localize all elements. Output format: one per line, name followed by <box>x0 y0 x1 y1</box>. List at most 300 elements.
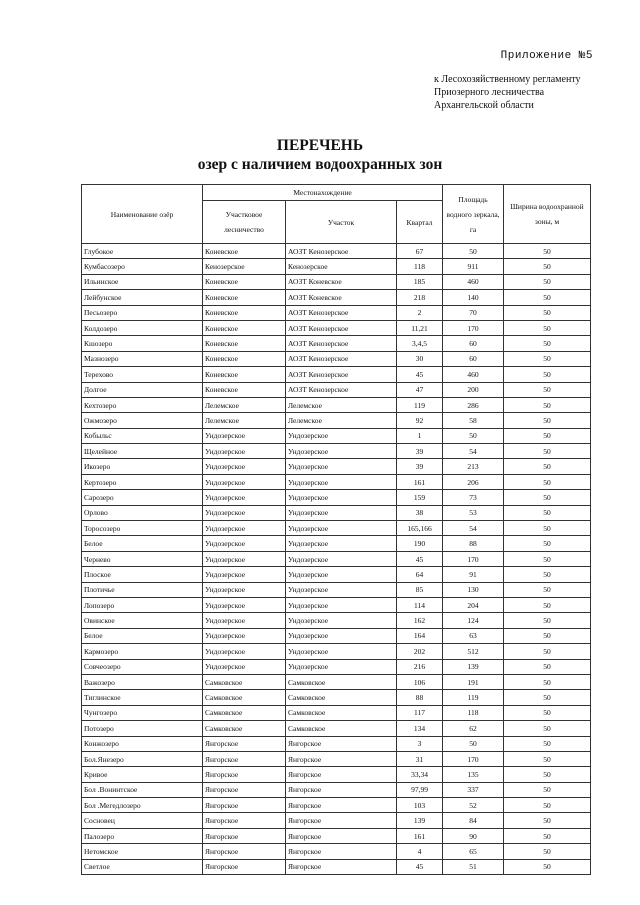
cell-lake-name: Совчеозеро <box>82 659 203 674</box>
table-row <box>82 274 591 289</box>
title-line-1: ПЕРЕЧЕНЬ <box>276 137 364 154</box>
cell-area: 337 <box>443 782 504 797</box>
cell-district: Ундозерское <box>203 490 286 505</box>
document-title <box>0 136 640 174</box>
regulation-line: Приозерного лесничества <box>434 87 545 98</box>
cell-quarter: 162 <box>397 613 443 628</box>
cell-lake-name: Торосозеро <box>82 521 203 536</box>
cell-area: 460 <box>443 274 504 289</box>
cell-area: 135 <box>443 767 504 782</box>
cell-zone-width: 50 <box>504 244 591 259</box>
cell-district: Коневское <box>203 351 286 366</box>
cell-lake-name: Чернево <box>82 551 203 566</box>
cell-district: Янгорское <box>203 751 286 766</box>
cell-plot: Янгорское <box>286 813 397 828</box>
cell-area: 50 <box>443 428 504 443</box>
cell-area: 91 <box>443 567 504 582</box>
cell-area: 206 <box>443 474 504 489</box>
cell-lake-name: Нетомское <box>82 844 203 859</box>
cell-plot: Янгорское <box>286 736 397 751</box>
cell-lake-name: Плоское <box>82 567 203 582</box>
cell-area: 50 <box>443 736 504 751</box>
table-row <box>82 751 591 766</box>
cell-quarter: 88 <box>397 690 443 705</box>
cell-zone-width: 50 <box>504 382 591 397</box>
cell-district: Ундозерское <box>203 613 286 628</box>
cell-area: 90 <box>443 828 504 843</box>
cell-plot: Янгорское <box>286 751 397 766</box>
cell-area: 70 <box>443 305 504 320</box>
cell-plot: Лелемское <box>286 397 397 412</box>
cell-quarter: 47 <box>397 382 443 397</box>
table-row <box>82 674 591 689</box>
cell-area: 54 <box>443 444 504 459</box>
cell-plot: Янгорское <box>286 859 397 874</box>
cell-plot: АОЗТ Кенозерское <box>286 336 397 351</box>
cell-plot: Ундозерское <box>286 459 397 474</box>
cell-district: Коневское <box>203 367 286 382</box>
cell-lake-name: Лейбунское <box>82 290 203 305</box>
cell-plot: АОЗТ Коневское <box>286 290 397 305</box>
cell-quarter: 164 <box>397 628 443 643</box>
cell-plot: Самковское <box>286 721 397 736</box>
cell-area: 119 <box>443 690 504 705</box>
table-row <box>82 813 591 828</box>
cell-district: Ундозерское <box>203 659 286 674</box>
cell-quarter: 161 <box>397 828 443 843</box>
cell-lake-name: Сосновец <box>82 813 203 828</box>
regulation-reference <box>434 73 581 112</box>
cell-quarter: 165,166 <box>397 521 443 536</box>
cell-area: 88 <box>443 536 504 551</box>
cell-area: 73 <box>443 490 504 505</box>
cell-zone-width: 50 <box>504 567 591 582</box>
table-row <box>82 490 591 505</box>
cell-area: 286 <box>443 397 504 412</box>
cell-lake-name: Колдозеро <box>82 320 203 335</box>
cell-area: 118 <box>443 705 504 720</box>
cell-plot: Ундозерское <box>286 582 397 597</box>
cell-zone-width: 50 <box>504 613 591 628</box>
cell-area: 213 <box>443 459 504 474</box>
cell-quarter: 45 <box>397 551 443 566</box>
cell-zone-width: 50 <box>504 582 591 597</box>
cell-plot: Янгорское <box>286 782 397 797</box>
cell-zone-width: 50 <box>504 736 591 751</box>
cell-lake-name: Потозеро <box>82 721 203 736</box>
appendix-label: Приложение №5 <box>500 50 593 62</box>
cell-lake-name: Ожмозеро <box>82 413 203 428</box>
cell-area: 51 <box>443 859 504 874</box>
cell-lake-name: Ильинское <box>82 274 203 289</box>
cell-district: Янгорское <box>203 782 286 797</box>
cell-quarter: 139 <box>397 813 443 828</box>
cell-plot: Ундозерское <box>286 521 397 536</box>
table-row <box>82 336 591 351</box>
cell-quarter: 45 <box>397 859 443 874</box>
cell-district: Коневское <box>203 290 286 305</box>
cell-district: Янгорское <box>203 767 286 782</box>
cell-district: Ундозерское <box>203 536 286 551</box>
table-row <box>82 705 591 720</box>
cell-district: Ундозерское <box>203 644 286 659</box>
cell-quarter: 119 <box>397 397 443 412</box>
cell-lake-name: Конжозеро <box>82 736 203 751</box>
header-width: Ширина водоохранной зоны, м <box>504 185 591 244</box>
cell-zone-width: 50 <box>504 428 591 443</box>
table-row <box>82 613 591 628</box>
cell-district: Ундозерское <box>203 459 286 474</box>
cell-district: Коневское <box>203 336 286 351</box>
cell-quarter: 3 <box>397 736 443 751</box>
cell-lake-name: Терехово <box>82 367 203 382</box>
cell-area: 130 <box>443 582 504 597</box>
cell-plot: Ундозерское <box>286 551 397 566</box>
cell-quarter: 2 <box>397 305 443 320</box>
cell-plot: Янгорское <box>286 828 397 843</box>
cell-quarter: 161 <box>397 474 443 489</box>
cell-plot: АОЗТ Кенозерское <box>286 305 397 320</box>
cell-plot: Ундозерское <box>286 536 397 551</box>
cell-zone-width: 50 <box>504 782 591 797</box>
cell-zone-width: 50 <box>504 521 591 536</box>
cell-zone-width: 50 <box>504 274 591 289</box>
cell-quarter: 3,4,5 <box>397 336 443 351</box>
cell-area: 63 <box>443 628 504 643</box>
cell-quarter: 4 <box>397 844 443 859</box>
cell-area: 84 <box>443 813 504 828</box>
table-row <box>82 567 591 582</box>
cell-zone-width: 50 <box>504 474 591 489</box>
cell-zone-width: 50 <box>504 690 591 705</box>
cell-quarter: 38 <box>397 505 443 520</box>
cell-zone-width: 50 <box>504 367 591 382</box>
cell-lake-name: Белое <box>82 536 203 551</box>
cell-area: 62 <box>443 721 504 736</box>
cell-quarter: 185 <box>397 274 443 289</box>
cell-zone-width: 50 <box>504 290 591 305</box>
cell-lake-name: Глубокое <box>82 244 203 259</box>
cell-area: 911 <box>443 259 504 274</box>
title-line-2: озер с наличием водоохранных зон <box>197 156 443 173</box>
header-location: Местонахождение <box>203 185 443 201</box>
cell-zone-width: 50 <box>504 628 591 643</box>
table-row <box>82 782 591 797</box>
cell-quarter: 216 <box>397 659 443 674</box>
table-row <box>82 582 591 597</box>
cell-plot: Ундозерское <box>286 428 397 443</box>
table-row <box>82 628 591 643</box>
cell-plot: Янгорское <box>286 798 397 813</box>
cell-district: Ундозерское <box>203 551 286 566</box>
table-row <box>82 521 591 536</box>
cell-plot: Янгорское <box>286 844 397 859</box>
cell-area: 65 <box>443 844 504 859</box>
cell-area: 170 <box>443 551 504 566</box>
cell-district: Лелемское <box>203 413 286 428</box>
cell-district: Ундозерское <box>203 628 286 643</box>
cell-area: 60 <box>443 351 504 366</box>
cell-plot: Самковское <box>286 690 397 705</box>
cell-plot: АОЗТ Коневское <box>286 274 397 289</box>
cell-lake-name: Кертозеро <box>82 474 203 489</box>
cell-lake-name: Бол .Вонинтское <box>82 782 203 797</box>
cell-plot: Самковское <box>286 705 397 720</box>
table-row <box>82 828 591 843</box>
cell-zone-width: 50 <box>504 551 591 566</box>
cell-zone-width: 50 <box>504 536 591 551</box>
cell-district: Янгорское <box>203 813 286 828</box>
cell-lake-name: Щелейное <box>82 444 203 459</box>
cell-district: Ундозерское <box>203 582 286 597</box>
table-row <box>82 551 591 566</box>
cell-lake-name: Кривое <box>82 767 203 782</box>
cell-quarter: 106 <box>397 674 443 689</box>
cell-zone-width: 50 <box>504 444 591 459</box>
cell-quarter: 134 <box>397 721 443 736</box>
cell-zone-width: 50 <box>504 844 591 859</box>
cell-area: 140 <box>443 290 504 305</box>
cell-lake-name: Кумбасозеро <box>82 259 203 274</box>
cell-lake-name: Овинское <box>82 613 203 628</box>
table-row <box>82 798 591 813</box>
cell-plot: Ундозерское <box>286 644 397 659</box>
header-plot: Участок <box>286 201 397 244</box>
cell-district: Ундозерское <box>203 474 286 489</box>
cell-lake-name: Песьозеро <box>82 305 203 320</box>
cell-zone-width: 50 <box>504 597 591 612</box>
cell-quarter: 30 <box>397 351 443 366</box>
cell-quarter: 11,21 <box>397 320 443 335</box>
cell-quarter: 39 <box>397 444 443 459</box>
header-quarter: Квартал <box>397 201 443 244</box>
cell-district: Коневское <box>203 244 286 259</box>
cell-area: 139 <box>443 659 504 674</box>
table-row <box>82 767 591 782</box>
cell-lake-name: Чунгозеро <box>82 705 203 720</box>
cell-plot: Ундозерское <box>286 613 397 628</box>
cell-lake-name: Тиглинское <box>82 690 203 705</box>
cell-district: Ундозерское <box>203 567 286 582</box>
cell-zone-width: 50 <box>504 459 591 474</box>
table-row <box>82 290 591 305</box>
table-row <box>82 536 591 551</box>
cell-lake-name: Важозеро <box>82 674 203 689</box>
cell-quarter: 218 <box>397 290 443 305</box>
cell-quarter: 39 <box>397 459 443 474</box>
cell-lake-name: Долгое <box>82 382 203 397</box>
cell-zone-width: 50 <box>504 767 591 782</box>
cell-quarter: 67 <box>397 244 443 259</box>
cell-zone-width: 50 <box>504 490 591 505</box>
cell-district: Янгорское <box>203 844 286 859</box>
cell-quarter: 92 <box>397 413 443 428</box>
cell-area: 200 <box>443 382 504 397</box>
cell-zone-width: 50 <box>504 828 591 843</box>
cell-area: 170 <box>443 320 504 335</box>
cell-plot: АОЗТ Кенозерское <box>286 320 397 335</box>
table-row <box>82 305 591 320</box>
table-row <box>82 259 591 274</box>
table-row <box>82 721 591 736</box>
cell-zone-width: 50 <box>504 813 591 828</box>
cell-lake-name: Лопозеро <box>82 597 203 612</box>
table-row <box>82 397 591 412</box>
cell-zone-width: 50 <box>504 320 591 335</box>
cell-district: Ундозерское <box>203 597 286 612</box>
cell-zone-width: 50 <box>504 751 591 766</box>
table-row <box>82 597 591 612</box>
cell-district: Коневское <box>203 382 286 397</box>
cell-district: Янгорское <box>203 798 286 813</box>
cell-area: 53 <box>443 505 504 520</box>
cell-district: Самковское <box>203 674 286 689</box>
header-name: Наименование озёр <box>82 185 203 244</box>
cell-area: 124 <box>443 613 504 628</box>
cell-zone-width: 50 <box>504 413 591 428</box>
cell-district: Коневское <box>203 305 286 320</box>
cell-lake-name: Кехтозеро <box>82 397 203 412</box>
cell-plot: Самковское <box>286 674 397 689</box>
cell-area: 512 <box>443 644 504 659</box>
cell-plot: Ундозерское <box>286 505 397 520</box>
cell-district: Коневское <box>203 320 286 335</box>
regulation-line: к Лесохозяйственному регламенту <box>434 74 581 85</box>
cell-zone-width: 50 <box>504 644 591 659</box>
cell-quarter: 202 <box>397 644 443 659</box>
cell-quarter: 31 <box>397 751 443 766</box>
cell-district: Янгорское <box>203 859 286 874</box>
cell-area: 54 <box>443 521 504 536</box>
cell-lake-name: Светлое <box>82 859 203 874</box>
cell-zone-width: 50 <box>504 505 591 520</box>
table-row <box>82 244 591 259</box>
cell-plot: Янгорское <box>286 767 397 782</box>
table-row <box>82 320 591 335</box>
cell-zone-width: 50 <box>504 705 591 720</box>
cell-area: 460 <box>443 367 504 382</box>
cell-zone-width: 50 <box>504 659 591 674</box>
table-row <box>82 659 591 674</box>
cell-district: Самковское <box>203 705 286 720</box>
table-row <box>82 690 591 705</box>
cell-quarter: 114 <box>397 597 443 612</box>
cell-zone-width: 50 <box>504 336 591 351</box>
table-row <box>82 844 591 859</box>
cell-area: 50 <box>443 244 504 259</box>
cell-plot: Ундозерское <box>286 628 397 643</box>
cell-quarter: 33,34 <box>397 767 443 782</box>
cell-lake-name: Кшозеро <box>82 336 203 351</box>
cell-quarter: 118 <box>397 259 443 274</box>
cell-zone-width: 50 <box>504 259 591 274</box>
cell-district: Ундозерское <box>203 428 286 443</box>
lakes-table <box>81 184 591 875</box>
table-row <box>82 382 591 397</box>
cell-quarter: 117 <box>397 705 443 720</box>
header-district: Участковое лесничество <box>203 201 286 244</box>
cell-area: 191 <box>443 674 504 689</box>
cell-zone-width: 50 <box>504 721 591 736</box>
table-row <box>82 413 591 428</box>
cell-zone-width: 50 <box>504 798 591 813</box>
table-row <box>82 367 591 382</box>
cell-plot: АОЗТ Кенозерское <box>286 367 397 382</box>
cell-quarter: 159 <box>397 490 443 505</box>
table-row <box>82 505 591 520</box>
cell-quarter: 85 <box>397 582 443 597</box>
cell-lake-name: Палозеро <box>82 828 203 843</box>
cell-district: Самковское <box>203 721 286 736</box>
cell-plot: Ундозерское <box>286 490 397 505</box>
cell-lake-name: Плотичье <box>82 582 203 597</box>
cell-district: Коневское <box>203 274 286 289</box>
cell-district: Ундозерское <box>203 521 286 536</box>
cell-plot: АОЗТ Кенозерское <box>286 244 397 259</box>
cell-plot: Ундозерское <box>286 597 397 612</box>
cell-district: Ундозерское <box>203 444 286 459</box>
regulation-line: Архангельской области <box>434 100 534 111</box>
cell-district: Ундозерское <box>203 505 286 520</box>
table-row <box>82 459 591 474</box>
cell-zone-width: 50 <box>504 351 591 366</box>
cell-quarter: 190 <box>397 536 443 551</box>
cell-lake-name: Бол .Мегедлозеро <box>82 798 203 813</box>
table-row <box>82 428 591 443</box>
cell-quarter: 64 <box>397 567 443 582</box>
table-row <box>82 644 591 659</box>
cell-area: 52 <box>443 798 504 813</box>
cell-quarter: 45 <box>397 367 443 382</box>
cell-district: Самковское <box>203 690 286 705</box>
cell-district: Кенозерское <box>203 259 286 274</box>
cell-plot: Ундозерское <box>286 474 397 489</box>
table-row <box>82 736 591 751</box>
cell-district: Лелемское <box>203 397 286 412</box>
cell-plot: АОЗТ Кенозерское <box>286 382 397 397</box>
table-row <box>82 444 591 459</box>
table-row <box>82 859 591 874</box>
cell-lake-name: Икозеро <box>82 459 203 474</box>
cell-lake-name: Белое <box>82 628 203 643</box>
cell-quarter: 97,99 <box>397 782 443 797</box>
cell-lake-name: Мазнозеро <box>82 351 203 366</box>
cell-quarter: 1 <box>397 428 443 443</box>
cell-plot: Ундозерское <box>286 659 397 674</box>
cell-area: 60 <box>443 336 504 351</box>
cell-lake-name: Бол.Янезеро <box>82 751 203 766</box>
cell-district: Янгорское <box>203 828 286 843</box>
cell-plot: Лелемское <box>286 413 397 428</box>
cell-quarter: 103 <box>397 798 443 813</box>
table-row <box>82 474 591 489</box>
cell-lake-name: Орлово <box>82 505 203 520</box>
cell-zone-width: 50 <box>504 674 591 689</box>
cell-lake-name: Кобыльс <box>82 428 203 443</box>
header-area: Площадь водного зеркала, га <box>443 185 504 244</box>
cell-plot: Ундозерское <box>286 567 397 582</box>
cell-district: Янгорское <box>203 736 286 751</box>
cell-zone-width: 50 <box>504 305 591 320</box>
cell-plot: Ундозерское <box>286 444 397 459</box>
cell-area: 204 <box>443 597 504 612</box>
cell-lake-name: Сарозеро <box>82 490 203 505</box>
cell-area: 58 <box>443 413 504 428</box>
cell-zone-width: 50 <box>504 397 591 412</box>
cell-plot: Кенозерское <box>286 259 397 274</box>
cell-plot: АОЗТ Кенозерское <box>286 351 397 366</box>
cell-lake-name: Кармозеро <box>82 644 203 659</box>
